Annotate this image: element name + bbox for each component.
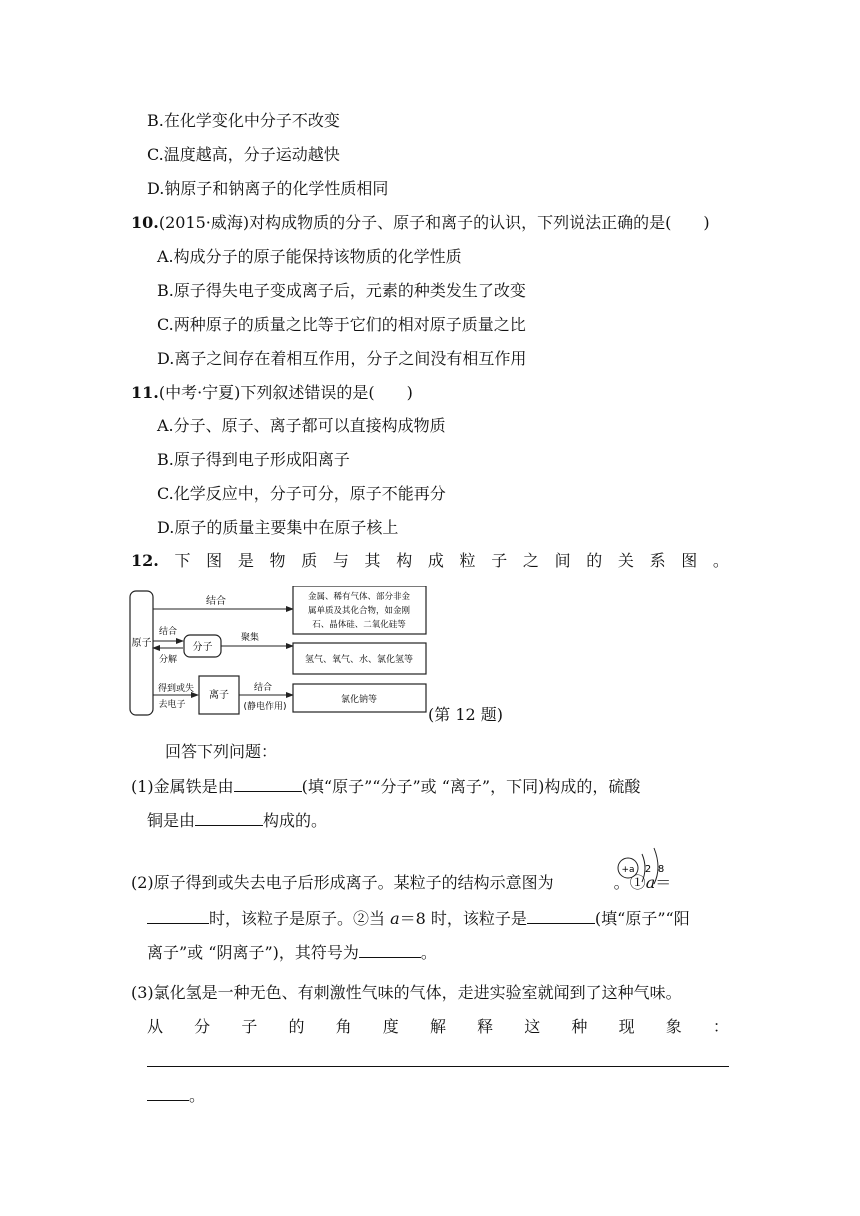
- part3-char: 种: [571, 1017, 588, 1036]
- part2-text-a: (2)原子得到或失去电子后形成离子。某粒子的结构示意图为: [131, 873, 554, 892]
- q10-option-c: C.两种原子的质量之比等于它们的相对原子质量之比: [157, 315, 526, 334]
- q12-stem-char: 成: [427, 551, 444, 570]
- part3-end: 。: [189, 1086, 206, 1105]
- gain-lose-label-2: 去电子: [158, 700, 186, 710]
- q12-stem-char: 构: [396, 551, 413, 570]
- ion-label: 离子: [209, 690, 229, 701]
- part2-text-h: 。: [420, 943, 437, 962]
- part3-char: 分: [194, 1017, 211, 1036]
- answer-line-explanation-tail[interactable]: [147, 1084, 189, 1101]
- part2-line3: [147, 941, 437, 964]
- part2-text-g: 离子”或 “阴离子”)，其符号为: [147, 943, 359, 962]
- part2-variable-a: a: [645, 873, 656, 892]
- q9-option-d: D.钠原子和钠离子的化学性质相同: [147, 179, 389, 198]
- q12-stem-char: 图: [206, 551, 223, 570]
- q12-stem: [131, 550, 729, 572]
- part1-text-c: 铜是由: [147, 811, 196, 830]
- part3-char: 象: [665, 1017, 682, 1036]
- q12-stem-char: 与: [332, 551, 349, 570]
- part3-char: 度: [382, 1017, 399, 1036]
- part3-char: 子: [241, 1017, 258, 1036]
- combine-label-mid: 结合: [158, 627, 178, 637]
- part1-text-b: (填“原子”“分子”或 “离子”，下同)构成的，硫酸: [301, 777, 641, 796]
- part3-line1: (3)氯化氢是一种无色、有刺激性气味的气体，走进实验室就闻到了这种气味。: [131, 983, 682, 1002]
- q11-option-a: A.分子、原子、离子都可以直接构成物质: [157, 416, 446, 435]
- part2-equals: ＝: [655, 873, 672, 892]
- q10-option-a: A.构成分子的原子能保持该物质的化学性质: [157, 247, 462, 266]
- decompose-label: 分解: [158, 655, 178, 665]
- part1-text-a: (1)金属铁是由: [131, 777, 234, 796]
- atom-box: [130, 591, 153, 715]
- answer-blank-symbol[interactable]: [359, 941, 421, 958]
- q11-option-b: B.原子得到电子形成阳离子: [157, 450, 350, 469]
- combine-label-bottom: 结合: [253, 683, 273, 693]
- q11-option-c: C.化学反应中，分子可分，原子不能再分: [157, 484, 446, 503]
- q10-stem: [131, 212, 710, 234]
- part1-line1: [131, 775, 640, 798]
- part3-char: 从: [147, 1017, 164, 1036]
- q11-option-d: D.原子的质量主要集中在原子核上: [157, 518, 399, 537]
- q12-stem-char: 质: [301, 551, 318, 570]
- q9-option-b: B.在化学变化中分子不改变: [147, 111, 340, 130]
- combine-label-top: 结合: [206, 596, 226, 607]
- answer-line-explanation[interactable]: [147, 1066, 729, 1067]
- molecule-label: 分子: [192, 642, 213, 653]
- part3-char: 角: [335, 1017, 352, 1036]
- q12-stem-char: 之: [522, 551, 539, 570]
- part3-char: 解: [429, 1017, 446, 1036]
- answer-blank-a-value[interactable]: [147, 907, 209, 924]
- q12-stem-char: 关: [617, 551, 634, 570]
- q12-stem-char: 间: [554, 551, 571, 570]
- q12-stem-char: 。: [712, 551, 729, 570]
- q10-stem-text: (2015·威海)对构成物质的分子、原子和离子的认识，下列说法正确的是( ): [158, 213, 710, 232]
- answer-intro: 回答下列问题：: [165, 742, 278, 761]
- part2-line2: [147, 907, 690, 930]
- q12-number: 12.: [131, 551, 159, 570]
- part2-line1: [131, 872, 671, 894]
- part2-variable-a-2: a: [390, 909, 400, 928]
- q11-stem: [131, 382, 413, 404]
- figure-caption: (第 12 题): [428, 705, 504, 724]
- q12-stem-char: 物: [269, 551, 286, 570]
- part3-line2: [147, 1016, 729, 1038]
- gain-lose-label-1: 得到或失: [157, 684, 195, 694]
- q12-stem-char: 的: [586, 551, 603, 570]
- part2-text-f: (填“原子”“阳: [594, 909, 690, 928]
- part3-line4: [147, 1084, 205, 1107]
- part2-text-d: 时，该粒子是原子。②当: [209, 909, 391, 928]
- answer-blank-copper-sulfate[interactable]: [195, 809, 263, 826]
- box3-label: 氯化钠等: [340, 695, 378, 705]
- part3-char: 现: [618, 1017, 635, 1036]
- part3-char: ：: [712, 1017, 729, 1036]
- box1-line3: 石、晶体硅、二氧化硅等: [312, 620, 406, 630]
- atom-label-char: 原子: [131, 638, 152, 649]
- part2-text-b: 。①: [613, 873, 646, 892]
- q12-stem-char: 粒: [459, 551, 476, 570]
- electrostatic-label: (静电作用): [243, 702, 287, 712]
- nucleus-charge: +a: [621, 865, 635, 875]
- answer-blank-particle-type[interactable]: [527, 907, 595, 924]
- box2-label: 氢气、氧气、水、氯化氢等: [304, 655, 414, 665]
- q10-number: 10.: [131, 213, 159, 232]
- part3-char: 释: [477, 1017, 494, 1036]
- q12-stem-char: 是: [237, 551, 254, 570]
- shell2-count: 8: [657, 864, 665, 875]
- q12-stem-char: 其: [364, 551, 381, 570]
- part1-line2: [147, 809, 327, 832]
- q12-stem-char: 下: [174, 551, 191, 570]
- shell1-count: 2: [644, 864, 652, 875]
- q11-number: 11.: [131, 383, 159, 402]
- part3-char: 这: [524, 1017, 541, 1036]
- answer-blank-iron[interactable]: [234, 775, 302, 792]
- part3-char: 的: [288, 1017, 305, 1036]
- q10-option-b: B.原子得失电子变成离子后，元素的种类发生了改变: [157, 281, 526, 300]
- box1-line1: 金属、稀有气体、部分非金: [307, 592, 411, 602]
- box1-line2: 属单质及其化合物，如金刚: [307, 606, 411, 616]
- matter-particle-diagram: [128, 586, 430, 718]
- part2-text-e: ＝8 时，该粒子是: [399, 909, 527, 928]
- gather-label: 聚集: [240, 633, 260, 643]
- q12-stem-char: 子: [491, 551, 508, 570]
- q11-stem-text: (中考·宁夏)下列叙述错误的是( ): [158, 383, 413, 402]
- q12-stem-char: 图: [681, 551, 698, 570]
- part1-text-d: 构成的。: [263, 811, 328, 830]
- q10-option-d: D.离子之间存在着相互作用，分子之间没有相互作用: [157, 349, 527, 368]
- q12-stem-char: 系: [649, 551, 666, 570]
- q9-option-c: C.温度越高，分子运动越快: [147, 145, 340, 164]
